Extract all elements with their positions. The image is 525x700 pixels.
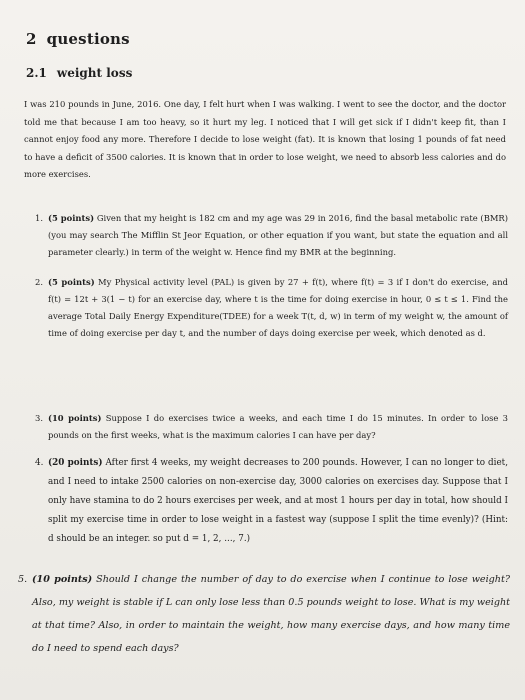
subsection-number: 2.1	[26, 66, 47, 80]
question-text: After first 4 weeks, my weight decreases to 200 pounds. However, I can no longer to diet, and I need to intake 2500 calories on non-exercise day, 3000 calories on exercises day. Suppose that I only have stamina to do 2 hours exercises per week, and at most 1 hours per day in total, how should I split my exercise time in order to lose weight in a fastest way (suppose I split the time evenly)? (Hint: d should be an integer. so put d = 1, 2, ..., 7.)	[48, 458, 509, 544]
question-3	[35, 410, 508, 444]
question-text: Should I change the number of day to do exercise when I continue to lose weight? Also, my weight is stable if L can only lose less than 0.5 pounds weight to lose. What is my weight at that time? Also, in order to maintain the weight, how many exercise days, and how many time do I need to spend each days?	[32, 574, 510, 654]
question-text: My Physical activity level (PAL) is given by 27 + f(t), where f(t) = 3 if I don't do exercise, and f(t) = 12t + 3(1 − t) for an exercise day, where t is the time for doing exercise in hour, 0 ≤ t ≤ 1. Find the average Total Daily Energy Expenditure(TDEE) for a week T(t, d, w) in term of my weight w, the amount of time of doing exercise per day t, and the number of days doing exercise per week, which denoted as d.	[48, 277, 508, 338]
question-text: Suppose I do exercises twice a weeks, and each time I do 15 minutes. In order to lose 3 pounds on the first weeks, what is the maximum calories I can have per day?	[48, 413, 508, 440]
question-points: (5 points)	[48, 213, 95, 223]
question-points: (10 points)	[32, 574, 93, 585]
section-number: 2	[26, 30, 37, 48]
question-number: 5.	[18, 574, 28, 585]
section-title: questions	[46, 30, 130, 48]
question-points: (10 points)	[48, 413, 102, 423]
question-number: 3.	[35, 413, 43, 423]
subsection-title: weight loss	[56, 66, 133, 80]
question-number: 4.	[35, 458, 44, 468]
question-number: 1.	[35, 213, 43, 223]
question-2	[35, 274, 508, 342]
question-points: (5 points)	[48, 277, 95, 287]
question-1	[35, 210, 508, 261]
question-points: (20 points)	[48, 458, 103, 468]
question-number: 2.	[35, 277, 43, 287]
intro-paragraph: I was 210 pounds in June, 2016. One day, I felt hurt when I was walking. I went to see the doctor, and the doctor told me that because I am too heavy, so it hurt my leg. I noticed that I will get sick if I didn't keep fit, than I cannot enjoy food any more. Therefore I decide to lose weight (fat). It is known that losing 1 pounds of fat need to have a deficit of 3500 calories. It is known that in order to lose weight, we need to absorb less calories and do more exercises.	[24, 99, 506, 179]
question-4	[35, 454, 509, 549]
question-text: Given that my height is 182 cm and my age was 29 in 2016, find the basal metabolic rate (BMR) (you may search The Mifflin St Jeor Equation, or other equation if you want, but state the equation and all parameter clearly.) in term of the weight w. Hence find my BMR at the beginning.	[48, 213, 508, 257]
section-heading	[26, 30, 130, 48]
subsection-heading	[26, 66, 132, 80]
question-5	[18, 568, 510, 660]
